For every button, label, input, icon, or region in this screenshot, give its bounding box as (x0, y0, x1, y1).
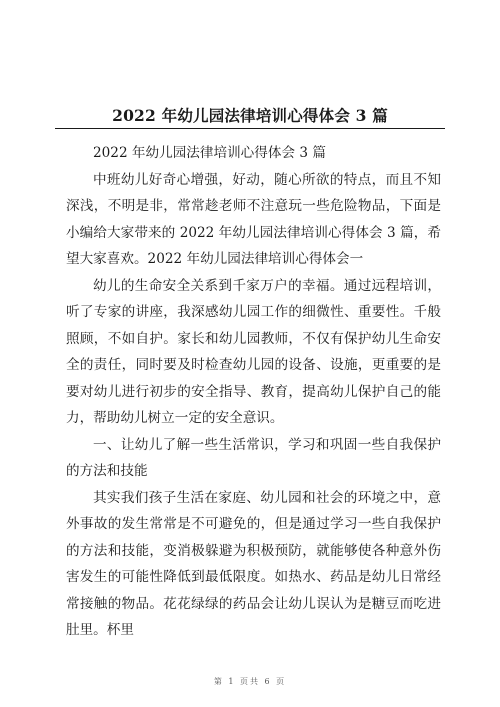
title-divider (55, 128, 445, 129)
document-title: 2022 年幼儿园法律培训心得体会 3 篇 (112, 106, 388, 125)
paragraph-accidents: 其实我们孩子生活在家庭、幼儿园和社会的环境之中，意外事故的发生常常是不可避免的，但是通过学习一些自我保护的方法和技能，变消极躲避为积极预防，就能够使各种意外伤害发生的可能性降低到最低限度。如热水、药品是幼儿日常经常接触的物品。花花绿绿的药品会让幼儿误认为是糖豆而吃进肚里。杯里 (66, 489, 441, 638)
document-body (66, 140, 441, 644)
paragraph-intro: 中班幼儿好奇心增强，好动，随心所欲的特点，而且不知深浅，不明是非，常常趁老师不注意玩一些危险物品，下面是小编给大家带来的 2022 年幼儿园法律培训心得体会 3 篇，希望大家喜欢。2022 年幼儿园法律培训心得体会一 (66, 171, 441, 267)
section-heading: 一、让幼儿了解一些生活常识，学习和巩固一些自我保护的方法和技能 (66, 436, 441, 479)
paragraph-safety: 幼儿的生命安全关系到千家万户的幸福。通过远程培训，听了专家的讲座，我深感幼儿园工作的细微性、重要性。千般照顾，不如自护。家长和幼儿园教师，不仅有保护幼儿生命安全的责任，同时要及时检查幼儿园的设备、设施，更重要的是要对幼儿进行初步的安全指导、教育，提高幼儿保护自己的能力，帮助幼儿树立一定的安全意识。 (66, 277, 441, 426)
paragraph-subtitle: 2022 年幼儿园法律培训心得体会 3 篇 (93, 145, 326, 161)
page-footer: 第 1 页共 6 页 (213, 677, 287, 686)
